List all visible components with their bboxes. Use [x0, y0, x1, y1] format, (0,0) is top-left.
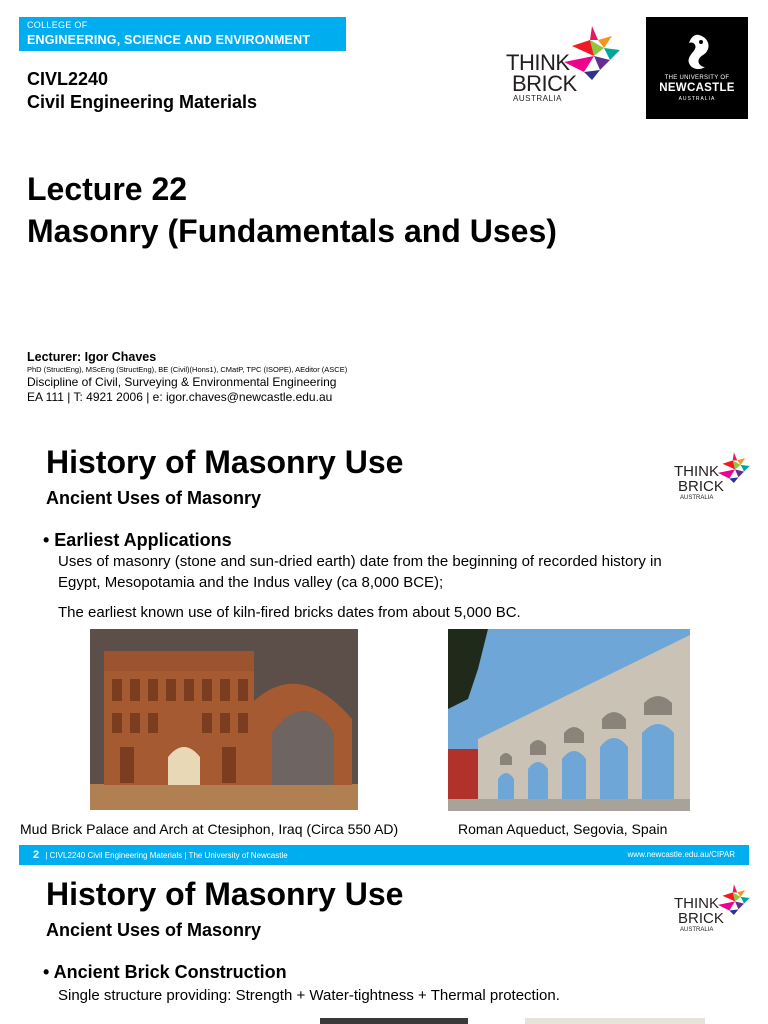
- paragraph-origins-line2: Egypt, Mesopotamia and the Indus valley (ca 8,000 BCE);: [58, 574, 444, 591]
- slide-subtitle: Ancient Uses of Masonry: [46, 488, 262, 508]
- uon-top-line: THE UNIVERSITY OF: [664, 75, 730, 81]
- think-brick-australia: AUSTRALIA: [513, 94, 562, 103]
- bullet-earliest-applications: • Earliest Applications: [43, 530, 232, 550]
- paragraph-origins-line1: Uses of masonry (stone and sun-dried earth) date from the beginning of recorded history in: [58, 553, 662, 570]
- history-slide-1: [0, 430, 768, 866]
- lecturer-info: [27, 350, 347, 405]
- caption-segovia: Roman Aqueduct, Segovia, Spain: [458, 821, 668, 837]
- think-brick-brick: BRICK: [678, 910, 724, 927]
- lecturer-name: Lecturer: Igor Chaves: [27, 350, 157, 364]
- uon-country: AUSTRALIA: [678, 96, 716, 102]
- bullet-ancient-brick-construction: • Ancient Brick Construction: [43, 962, 287, 982]
- course-code: CIVL2240: [27, 69, 109, 89]
- ctesiphon-arch-photo: [90, 629, 358, 810]
- history-slide-2: [0, 866, 768, 1024]
- course-name: Civil Engineering Materials: [27, 92, 258, 112]
- slide-title: History of Masonry Use: [46, 876, 404, 912]
- think-brick-logo: [674, 884, 764, 944]
- course-heading: [27, 68, 257, 114]
- slide-footer: [19, 845, 749, 865]
- seahorse-crest-icon: [677, 33, 717, 73]
- think-brick-logo: [674, 452, 764, 512]
- lecturer-discipline: Discipline of Civil, Surveying & Environmental Engineering: [27, 375, 337, 389]
- paragraph-origins: [58, 551, 662, 593]
- segovia-aqueduct-photo: [448, 629, 690, 811]
- lecturer-qualifications: PhD (StructEng), MScEng (StructEng), BE (Civil)(Hons1), CMatP, TPC (ISOPE), AEditor (ASCE): [27, 365, 348, 374]
- think-brick-think: THINK: [506, 50, 570, 75]
- partial-photo-right: [525, 1018, 705, 1024]
- think-brick-australia: AUSTRALIA: [680, 495, 714, 501]
- partial-photo-center: [320, 1018, 468, 1024]
- slide-subtitle: Ancient Uses of Masonry: [46, 920, 262, 940]
- college-label: COLLEGE OF: [27, 20, 88, 30]
- footer-course: | CIVL2240 Civil Engineering Materials | The University of Newcastle: [45, 851, 288, 860]
- think-brick-brick: BRICK: [512, 71, 577, 96]
- think-brick-logo: [506, 26, 626, 106]
- college-name: ENGINEERING, SCIENCE AND ENVIRONMENT: [27, 33, 311, 47]
- page-number: 2: [33, 849, 40, 861]
- think-brick-think: THINK: [674, 895, 719, 912]
- uon-name: NEWCASTLE: [659, 82, 735, 94]
- footer-url: www.newcastle.edu.au/CIPAR: [627, 850, 735, 859]
- caption-ctesiphon: Mud Brick Palace and Arch at Ctesiphon, Iraq (Circa 550 AD): [20, 821, 399, 837]
- lecture-number: Lecture 22: [27, 171, 188, 207]
- lecture-heading: [27, 168, 557, 252]
- paragraph-kiln-bricks: The earliest known use of kiln-fired bricks dates from about 5,000 BC.: [58, 604, 521, 621]
- slide-title: History of Masonry Use: [46, 444, 404, 480]
- college-band: [19, 17, 346, 51]
- think-brick-think: THINK: [674, 463, 719, 480]
- paragraph-single-structure: Single structure providing: Strength + Water-tightness + Thermal protection.: [58, 987, 560, 1004]
- think-brick-australia: AUSTRALIA: [680, 927, 714, 933]
- title-slide: [0, 0, 768, 420]
- university-newcastle-logo: [646, 17, 748, 119]
- lecture-title: Masonry (Fundamentals and Uses): [27, 213, 557, 249]
- think-brick-brick: BRICK: [678, 478, 724, 495]
- lecturer-contact: EA 111 | T: 4921 2006 | e: igor.chaves@newcastle.edu.au: [27, 390, 333, 404]
